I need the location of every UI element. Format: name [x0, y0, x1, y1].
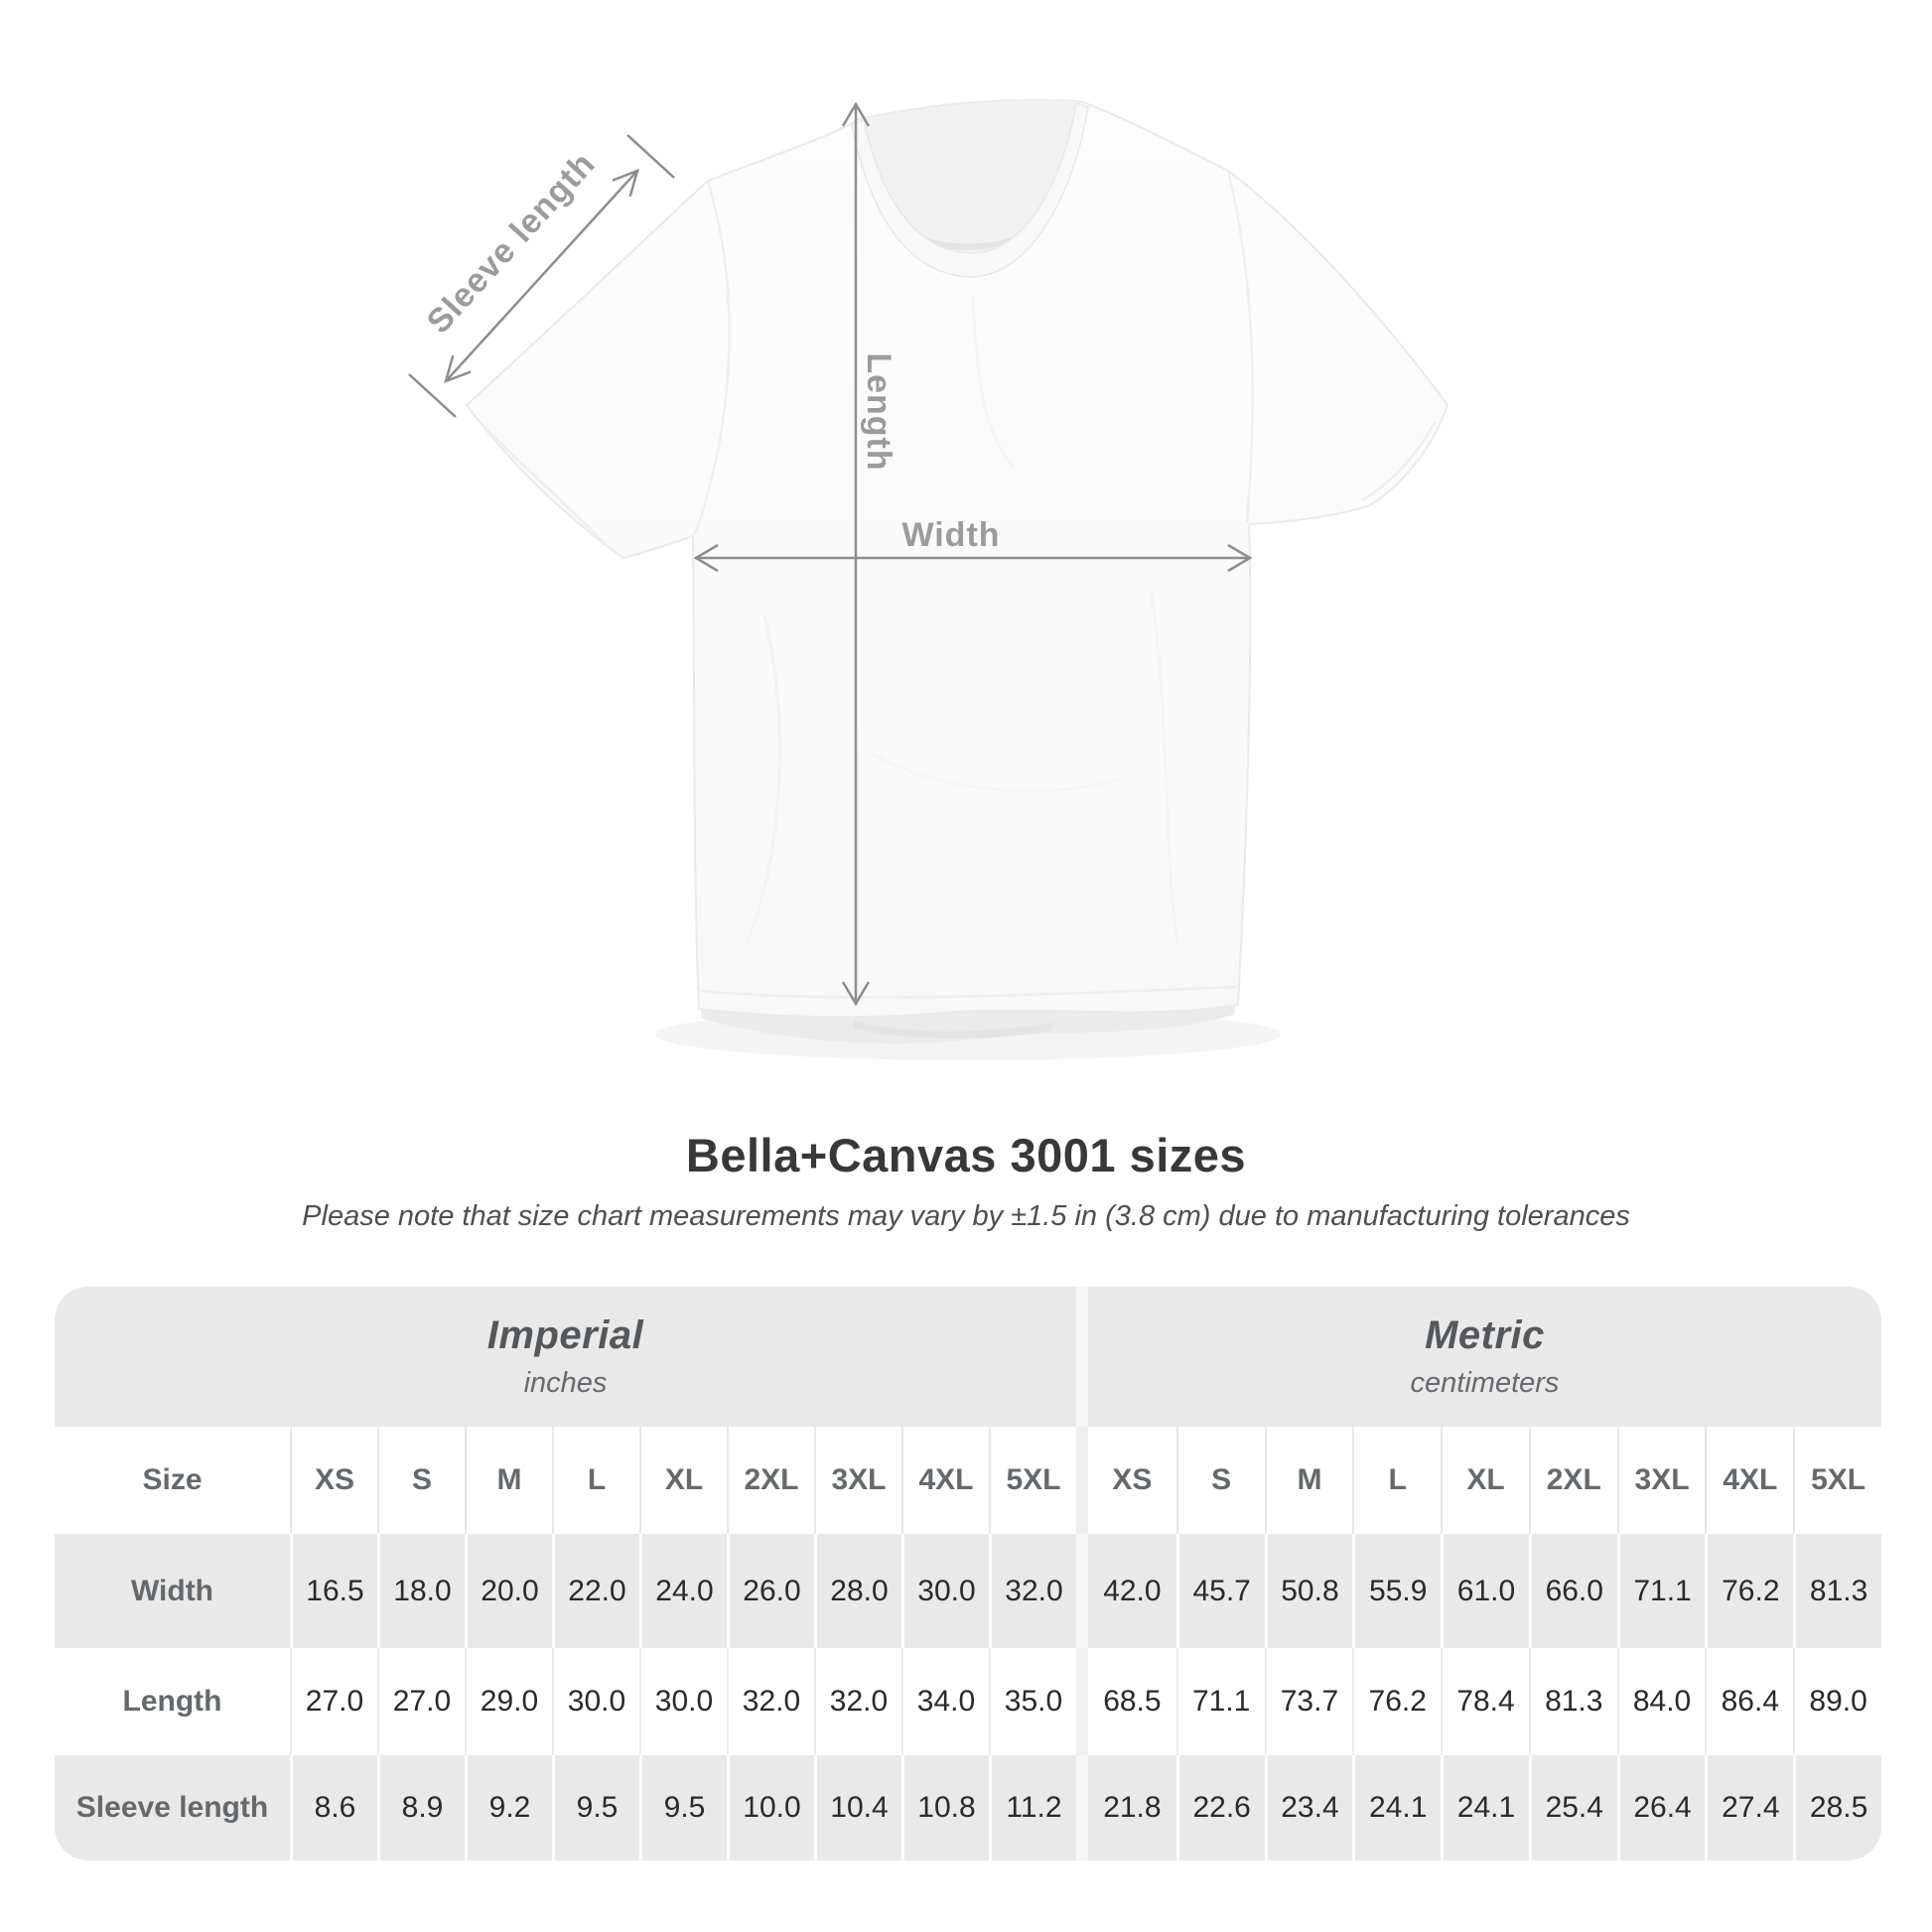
value-cell: 9.5 — [639, 1755, 727, 1861]
value-cell: 78.4 — [1441, 1648, 1529, 1755]
value-cell: 20.0 — [465, 1534, 552, 1648]
value-cell: 24.1 — [1441, 1755, 1529, 1861]
value-cell: 76.2 — [1705, 1534, 1793, 1648]
value-cell: 22.0 — [552, 1534, 639, 1648]
table-row-sleeve-length — [55, 1755, 1881, 1861]
value-cell: 71.1 — [1617, 1534, 1706, 1648]
group-separator — [1076, 1427, 1088, 1534]
value-cell: 11.2 — [989, 1755, 1076, 1861]
imperial-group-unit: inches — [523, 1367, 608, 1399]
value-cell: 66.0 — [1529, 1534, 1617, 1648]
value-cell: 73.7 — [1265, 1648, 1353, 1755]
imperial-group-title: Imperial — [486, 1313, 644, 1357]
size-header-cell: M — [1265, 1427, 1353, 1534]
group-separator — [1076, 1534, 1088, 1648]
value-cell: 81.3 — [1793, 1534, 1881, 1648]
value-cell: 10.8 — [901, 1755, 989, 1861]
row-label-sleeve-length: Sleeve length — [55, 1755, 290, 1861]
value-cell: 28.0 — [814, 1534, 901, 1648]
sleeve-length-label: Sleeve length — [419, 144, 604, 342]
size-header-cell: L — [552, 1427, 639, 1534]
size-chart-table — [55, 1287, 1881, 1861]
value-cell: 30.0 — [901, 1534, 989, 1648]
value-cell: 81.3 — [1529, 1648, 1617, 1755]
value-cell: 76.2 — [1352, 1648, 1441, 1755]
size-header-cell: 2XL — [727, 1427, 814, 1534]
table-row-length — [55, 1648, 1881, 1755]
metric-group-header — [1088, 1287, 1881, 1427]
value-cell: 22.6 — [1176, 1755, 1265, 1861]
value-cell: 35.0 — [989, 1648, 1076, 1755]
row-label-length: Length — [55, 1648, 290, 1755]
size-header-cell: 2XL — [1529, 1427, 1617, 1534]
value-cell: 8.9 — [377, 1755, 465, 1861]
size-header-cell: 5XL — [989, 1427, 1076, 1534]
size-header-cell: XL — [1441, 1427, 1529, 1534]
size-header-cell: 3XL — [814, 1427, 901, 1534]
size-header-cell: XS — [1088, 1427, 1176, 1534]
value-cell: 18.0 — [377, 1534, 465, 1648]
size-header-cell: L — [1352, 1427, 1441, 1534]
metric-group-title: Metric — [1425, 1313, 1545, 1357]
page-subtitle: Please note that size chart measurements may vary by ±1.5 in (3.8 cm) due to manufacturing tolerances — [302, 1200, 1630, 1232]
value-cell: 42.0 — [1088, 1534, 1176, 1648]
value-cell: 50.8 — [1265, 1534, 1353, 1648]
value-cell: 29.0 — [465, 1648, 552, 1755]
value-cell: 8.6 — [290, 1755, 377, 1861]
value-cell: 26.0 — [727, 1534, 814, 1648]
length-label: Length — [860, 352, 897, 472]
metric-group-unit: centimeters — [1410, 1367, 1560, 1399]
value-cell: 21.8 — [1088, 1755, 1176, 1861]
unit-group-header-row — [55, 1287, 1881, 1427]
value-cell: 30.0 — [639, 1648, 727, 1755]
table-row-width — [55, 1534, 1881, 1648]
value-cell: 10.4 — [814, 1755, 901, 1861]
size-corner-label: Size — [55, 1427, 290, 1534]
value-cell: 27.0 — [290, 1648, 377, 1755]
value-cell: 68.5 — [1088, 1648, 1176, 1755]
width-label: Width — [901, 516, 1001, 554]
size-header-cell: 5XL — [1793, 1427, 1881, 1534]
value-cell: 10.0 — [727, 1755, 814, 1861]
size-header-cell: 3XL — [1617, 1427, 1706, 1534]
value-cell: 86.4 — [1705, 1648, 1793, 1755]
value-cell: 24.1 — [1352, 1755, 1441, 1861]
value-cell: 16.5 — [290, 1534, 377, 1648]
value-cell: 24.0 — [639, 1534, 727, 1648]
value-cell: 89.0 — [1793, 1648, 1881, 1755]
size-header-cell: S — [377, 1427, 465, 1534]
group-separator — [1076, 1287, 1088, 1427]
value-cell: 84.0 — [1617, 1648, 1706, 1755]
value-cell: 26.4 — [1617, 1755, 1706, 1861]
value-cell: 23.4 — [1265, 1755, 1353, 1861]
row-label-width: Width — [55, 1534, 290, 1648]
page-title: Bella+Canvas 3001 sizes — [685, 1129, 1247, 1181]
value-cell: 25.4 — [1529, 1755, 1617, 1861]
size-header-cell: 4XL — [1705, 1427, 1793, 1534]
value-cell: 61.0 — [1441, 1534, 1529, 1648]
size-header-row — [55, 1427, 1881, 1534]
value-cell: 71.1 — [1176, 1648, 1265, 1755]
size-header-cell: 4XL — [901, 1427, 989, 1534]
value-cell: 32.0 — [727, 1648, 814, 1755]
value-cell: 28.5 — [1793, 1755, 1881, 1861]
value-cell: 27.4 — [1705, 1755, 1793, 1861]
value-cell: 9.5 — [552, 1755, 639, 1861]
size-header-cell: XL — [639, 1427, 727, 1534]
value-cell: 32.0 — [989, 1534, 1076, 1648]
value-cell: 27.0 — [377, 1648, 465, 1755]
value-cell: 45.7 — [1176, 1534, 1265, 1648]
size-header-cell: M — [465, 1427, 552, 1534]
size-header-cell: XS — [290, 1427, 377, 1534]
value-cell: 55.9 — [1352, 1534, 1441, 1648]
title-block — [0, 1128, 1932, 1233]
value-cell: 30.0 — [552, 1648, 639, 1755]
imperial-group-header — [55, 1287, 1076, 1427]
value-cell: 32.0 — [814, 1648, 901, 1755]
size-header-cell: S — [1176, 1427, 1265, 1534]
value-cell: 34.0 — [901, 1648, 989, 1755]
group-separator — [1076, 1648, 1088, 1755]
value-cell: 9.2 — [465, 1755, 552, 1861]
group-separator — [1076, 1755, 1088, 1861]
